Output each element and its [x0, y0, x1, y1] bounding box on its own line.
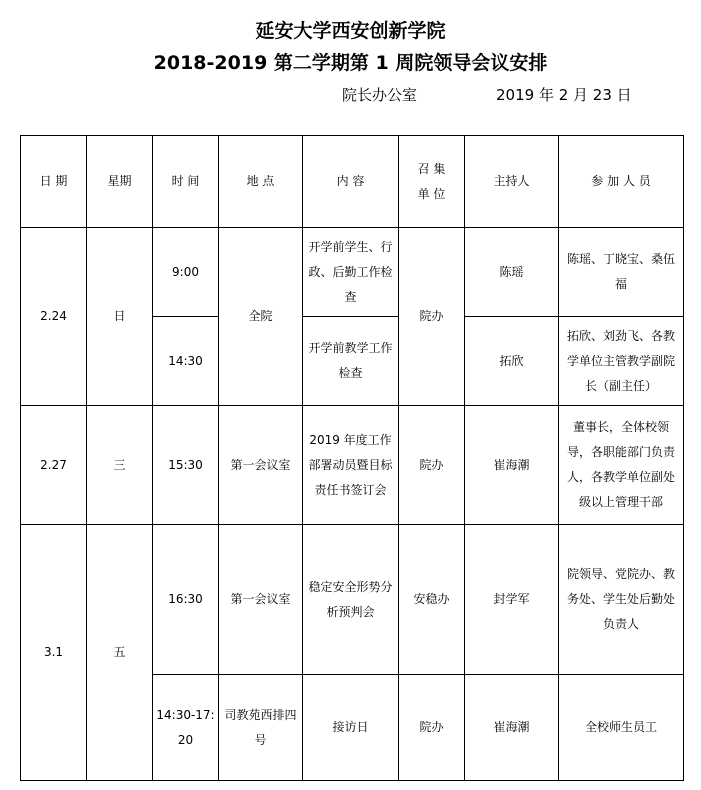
location-cell: 第一会议室 [219, 525, 303, 675]
content-cell: 2019 年度工作部署动员暨目标责任书签订会 [303, 406, 399, 525]
date-cell: 3.1 [21, 525, 87, 781]
host-cell: 封学军 [465, 525, 559, 675]
convener-cell: 院办 [399, 406, 465, 525]
table-header-row [21, 136, 684, 228]
content-cell: 开学前教学工作检查 [303, 317, 399, 406]
column-header-convener: 召 集 单 位 [399, 136, 465, 228]
weekday-cell: 五 [87, 525, 153, 781]
time-cell: 14:30 [153, 317, 219, 406]
date-cell: 2.24 [21, 228, 87, 406]
participants-cell: 董事长，全体校领导，各职能部门负责人，各教学单位副处级以上管理干部 [559, 406, 684, 525]
issuer-office: 院长办公室 [342, 86, 418, 104]
weekday-cell: 三 [87, 406, 153, 525]
time-cell: 16:30 [153, 525, 219, 675]
column-header-participants: 参 加 人 员 [559, 136, 684, 228]
convener-cell: 院办 [399, 675, 465, 781]
issue-date: 2019 年 2 月 23 日 [496, 86, 632, 104]
time-cell: 15:30 [153, 406, 219, 525]
column-header-content: 内 容 [303, 136, 399, 228]
participants-cell: 全校师生员工 [559, 675, 684, 781]
participants-cell: 院领导、党院办、教务处、学生处后勤处负责人 [559, 525, 684, 675]
time-cell: 9:00 [153, 228, 219, 317]
location-cell: 司教苑西排四号 [219, 675, 303, 781]
time-cell: 14:30-17:20 [153, 675, 219, 781]
content-cell: 开学前学生、行政、后勤工作检查 [303, 228, 399, 317]
convener-cell: 院办 [399, 228, 465, 406]
host-cell: 崔海潮 [465, 675, 559, 781]
host-cell: 陈瑶 [465, 228, 559, 317]
content-cell: 稳定安全形势分析预判会 [303, 525, 399, 675]
document-subtitle: 2018-2019 第二学期第 1 周院领导会议安排 [153, 52, 548, 74]
column-header-date: 日 期 [21, 136, 87, 228]
host-cell: 拓欣 [465, 317, 559, 406]
table-row [21, 525, 684, 675]
weekday-cell: 日 [87, 228, 153, 406]
participants-cell: 拓欣、刘劲飞、各教学单位主管教学副院长（副主任） [559, 317, 684, 406]
location-cell: 第一会议室 [219, 406, 303, 525]
content-cell: 接访日 [303, 675, 399, 781]
document-title: 延安大学西安创新学院 [255, 20, 446, 42]
column-header-host: 主持人 [465, 136, 559, 228]
meeting-schedule-table [20, 135, 684, 781]
host-cell: 崔海潮 [465, 406, 559, 525]
location-cell: 全院 [219, 228, 303, 406]
column-header-time: 时 间 [153, 136, 219, 228]
column-header-weekday: 星期 [87, 136, 153, 228]
table-row [21, 228, 684, 317]
column-header-location: 地 点 [219, 136, 303, 228]
table-row [21, 406, 684, 525]
convener-cell: 安稳办 [399, 525, 465, 675]
participants-cell: 陈瑶、丁晓宝、桑伍福 [559, 228, 684, 317]
date-cell: 2.27 [21, 406, 87, 525]
